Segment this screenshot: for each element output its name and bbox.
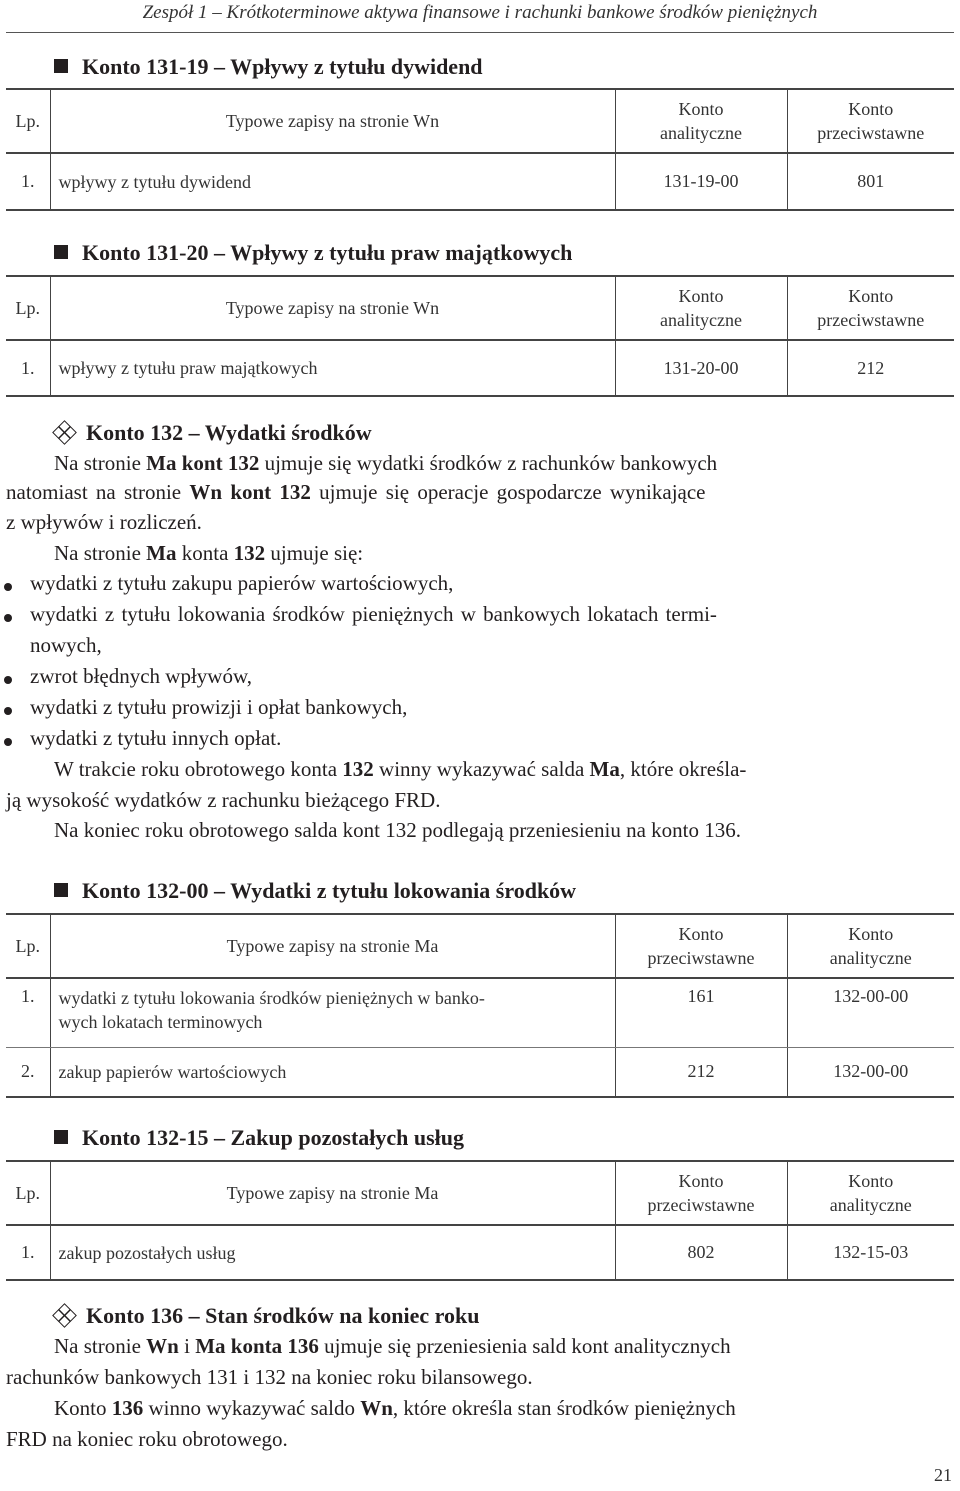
k132-para3: Na koniec roku obrotowego salda kont 132 podlegają przeniesieniu na konto 136. [54, 818, 741, 842]
bullet-dot-icon [4, 738, 12, 746]
k132-para2-line-1: W trakcie roku obrotowego konta 132 winny wykazywać salda Ma, które określa- [54, 757, 747, 781]
list-item: wydatki z tytułu prowizji i opłat bankowych, [30, 695, 408, 719]
list-item-continued: nowych, [30, 633, 102, 657]
list-item: wydatki z tytułu lokowania środków pieniężnych w bankowych lokatach termi- [30, 602, 717, 626]
table-header-row: Lp. Typowe zapisy na stronie Ma Konto przeciwstawne Konto analityczne [6, 1161, 954, 1225]
table-132-00 [6, 914, 954, 1098]
bullet-dot-icon [4, 583, 12, 591]
section-title-132: Konto 132 – Wydatki środków [54, 420, 372, 446]
list-item: wydatki z tytułu innych opłat. [30, 726, 282, 750]
table-header-row: Lp. Typowe zapisy na stronie Ma Konto przeciwstawne Konto analityczne [6, 914, 954, 978]
square-bullet-icon [54, 883, 68, 897]
section-title-132-15: Konto 132-15 – Zakup pozostałych usług [54, 1125, 464, 1151]
bullet-dot-icon [4, 614, 12, 622]
section-title-136: Konto 136 – Stan środków na koniec roku [54, 1303, 479, 1329]
k132-intro-line-1: Na stronie Ma kont 132 ujmuje się wydatki środków z rachunków bankowych [54, 451, 718, 475]
table-row: 1. zakup pozostałych usług 802 132-15-03 [6, 1225, 954, 1280]
k136-p2-line-1: Konto 136 winno wykazywać saldo Wn, które określa stan środków pieniężnych [54, 1396, 736, 1420]
k132-intro-line-3: z wpływów i rozliczeń. [6, 510, 202, 534]
k132-ma-intro: Na stronie Ma konta 132 ujmuje się: [54, 541, 364, 565]
table-132-15 [6, 1161, 954, 1281]
list-item: zwrot błędnych wpływów, [30, 664, 253, 688]
header-counter: Konto przeciwstawne [787, 89, 954, 153]
table-row: 2. zakup papierów wartościowych 212 132-00-00 [6, 1047, 954, 1097]
k136-p2-line-2: FRD na koniec roku obrotowego. [6, 1427, 288, 1451]
table-row: 1. wpływy z tytułu dywidend 131-19-00 801 [6, 153, 954, 210]
table-header-row [6, 89, 954, 153]
square-bullet-icon [54, 59, 68, 73]
k136-p1-line-1: Na stronie Wn i Ma konta 136 ujmuje się przeniesienia sald kont analitycznych [54, 1334, 731, 1358]
k132-para2-line-2: ją wysokość wydatków z rachunku bieżącego FRD. [6, 788, 441, 812]
section-title-131-19: Konto 131-19 – Wpływy z tytułu dywidend [54, 54, 483, 80]
bullet-dot-icon [4, 707, 12, 715]
square-bullet-icon [54, 245, 68, 259]
square-bullet-icon [54, 1130, 68, 1144]
section-title-132-00: Konto 132-00 – Wydatki z tytułu lokowania środków [54, 878, 576, 904]
k136-p1-line-2: rachunków bankowych 131 i 132 na koniec roku bilansowego. [6, 1365, 533, 1389]
diamond-bullet-icon [54, 1305, 74, 1325]
list-item: wydatki z tytułu zakupu papierów wartościowych, [30, 571, 454, 595]
header-entries: Typowe zapisy na stronie Wn [50, 89, 615, 153]
header-rule [6, 32, 954, 33]
table-row: 1. wydatki z tytułu lokowania środków pieniężnych w banko- wych lokatach terminowych 161 132-00-00 [6, 978, 954, 1047]
table-row: 1. wpływy z tytułu praw majątkowych 131-20-00 212 [6, 340, 954, 396]
section-title-131-20: Konto 131-20 – Wpływy z tytułu praw majątkowych [54, 240, 572, 266]
table-header-row: Lp. Typowe zapisy na stronie Wn Konto analityczne Konto przeciwstawne [6, 276, 954, 340]
header-lp: Lp. [6, 89, 50, 153]
running-header: Zespół 1 – Krótkoterminowe aktywa finansowe i rachunki bankowe środków pieniężnych [142, 2, 818, 23]
table-131-19 [6, 89, 954, 211]
diamond-bullet-icon [54, 422, 74, 442]
header-analytic: Konto analityczne [615, 89, 787, 153]
bullet-dot-icon [4, 676, 12, 684]
table-131-20 [6, 276, 954, 397]
page-number: 21 [934, 1465, 952, 1485]
k132-intro-line-2: natomiast na stronie Wn kont 132 ujmuje się operacje gospodarcze wynikające [6, 480, 706, 504]
